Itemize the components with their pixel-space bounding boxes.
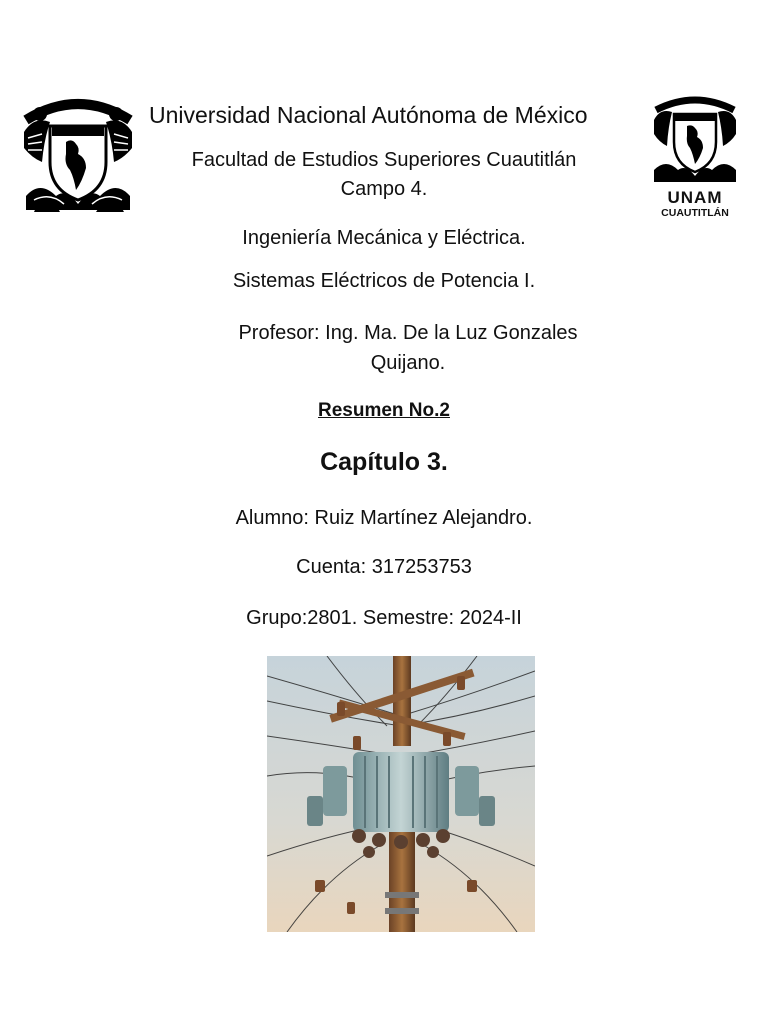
power-pole-image (267, 656, 535, 932)
professor-name (0, 318, 768, 378)
power-line-pole-transformer-image (267, 656, 535, 932)
cuautitlan-wordmark: CUAUTITLÁN (661, 207, 729, 219)
course-name: Sistemas Eléctricos de Potencia I. (232, 270, 536, 292)
account-number: Cuenta: 317253753 (296, 556, 472, 578)
faculty-name (0, 146, 768, 204)
summary-heading: Resumen No.2 (318, 400, 450, 421)
faculty-line-1: Facultad de Estudios Superiores Cuautitlán (191, 149, 577, 171)
professor-line-1: Profesor: Ing. Ma. De la Luz Gonzales (238, 322, 578, 344)
unam-wordmark: UNAM (667, 188, 723, 207)
professor-line-2: Quijano. (370, 352, 446, 374)
chapter-heading: Capítulo 3. (320, 448, 448, 476)
university-title: Universidad Nacional Autónoma de México (149, 102, 588, 128)
faculty-line-2: Campo 4. (340, 178, 428, 200)
student-name: Alumno: Ruiz Martínez Alejandro. (235, 507, 533, 529)
career-name: Ingeniería Mecánica y Eléctrica. (242, 227, 526, 249)
group-semester: Grupo:2801. Semestre: 2024-II (246, 607, 522, 629)
